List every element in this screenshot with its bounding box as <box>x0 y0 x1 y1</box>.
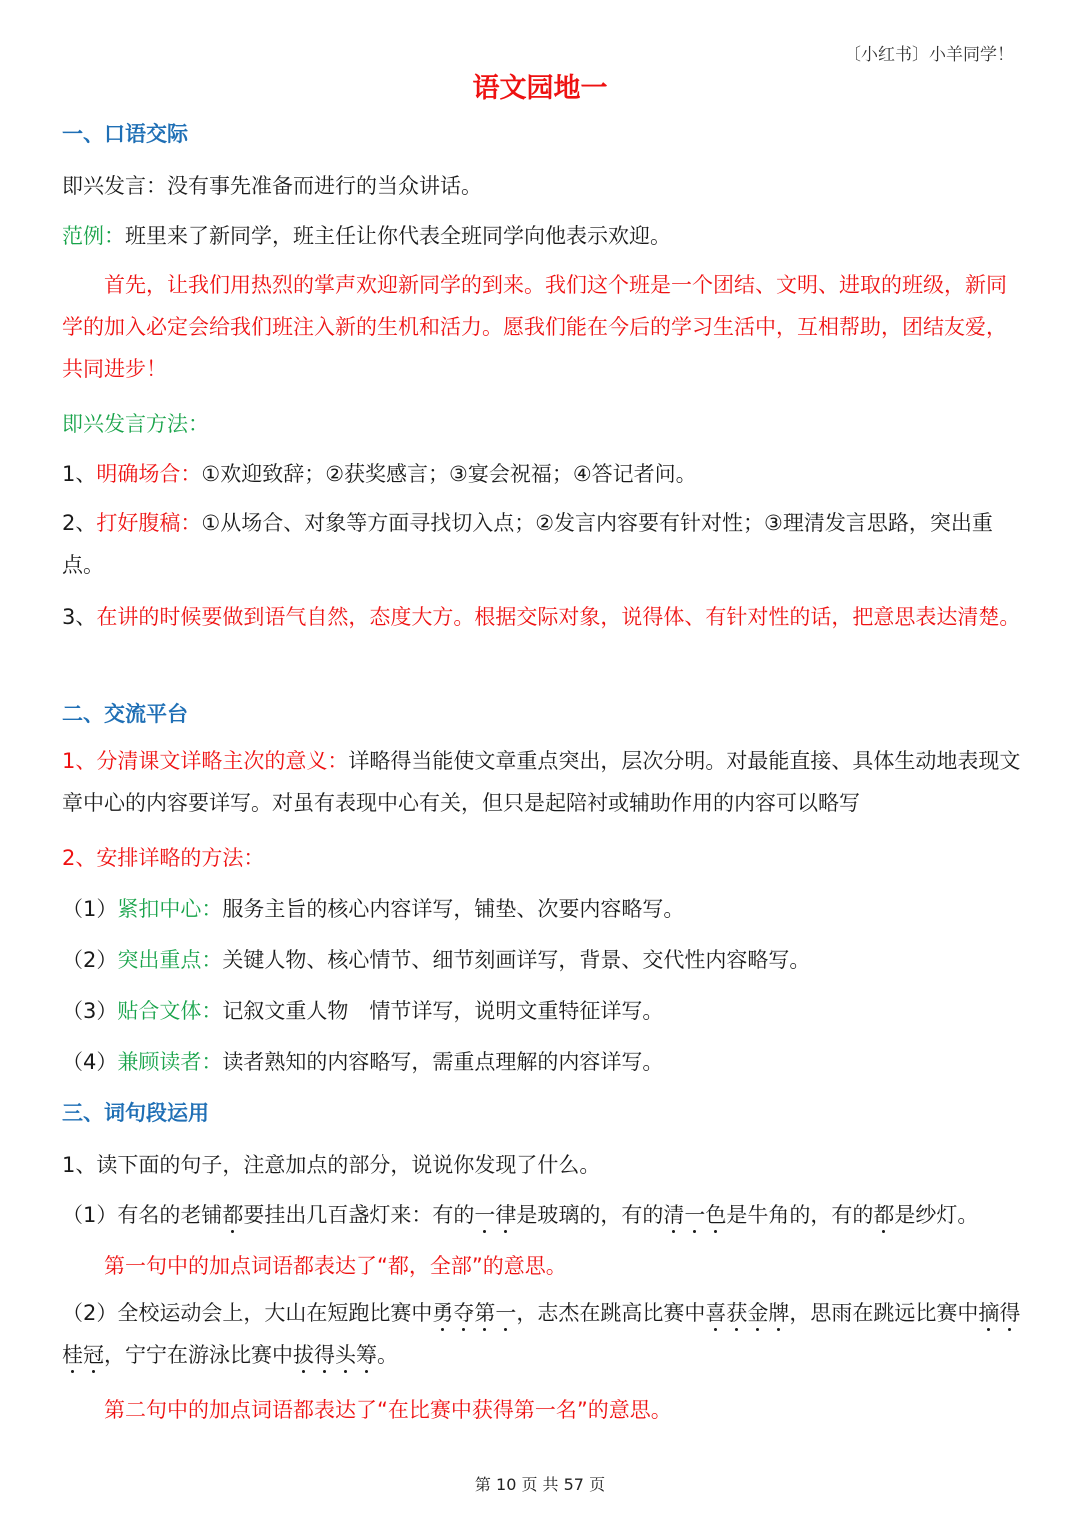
method-item-1 <box>62 458 1022 488</box>
method-item-2 <box>62 502 1022 586</box>
sub-text: 记叙文重人物 情节详写，说明文重特征详写。 <box>222 999 664 1023</box>
sub-num: （1） <box>62 897 118 921</box>
answer-2: 第二句中的加点词语都表达了“在比赛中获得第一名”的意思。 <box>104 1398 672 1422</box>
sentence-text: 有名的老铺都要挂出几百盏灯来：有的一律是玻璃的，有的清一色是牛角的，有的都是纱灯。 <box>117 1203 979 1227</box>
sentence-num: （1） <box>62 1203 118 1227</box>
sentence-2 <box>62 1292 1022 1376</box>
method-sub-item <box>62 1046 1022 1076</box>
exchange-point-1 <box>62 740 1022 824</box>
sentence-text: 全校运动会上，大山在短跑比赛中勇夺第一，志杰在跳高比赛中喜获金牌，思雨在跳远比赛中摘得桂冠，宁宁在游泳比赛中拔得头筹。 <box>62 1301 1021 1367</box>
definition-text: 即兴发言：没有事先准备而进行的当众讲话。 <box>62 174 482 198</box>
sub-key: 兼顾读者： <box>117 1050 223 1074</box>
point-key: 1、分清课文详略主次的意义： <box>62 749 349 773</box>
sub-text: 关键人物、核心情节、细节刻画详写，背景、交代性内容略写。 <box>222 948 811 972</box>
example-text: 班里来了新同学，班主任让你代表全班同学向他表示欢迎。 <box>125 224 671 248</box>
header-note: 〔小红书〕小羊同学！ <box>844 45 1014 65</box>
dotted-phrase: 都 <box>873 1203 895 1227</box>
dotted-phrase: 一律 <box>474 1203 517 1227</box>
dotted-phrase: 摘得桂冠 <box>62 1301 1021 1367</box>
dotted-phrase: 喜获金牌 <box>705 1301 790 1325</box>
method-text: ①欢迎致辞；②获奖感言；③宴会祝福；④答记者问。 <box>201 462 697 486</box>
exchange-point-2: 2、安排详略的方法： <box>62 846 265 870</box>
method-item-3 <box>62 596 1022 638</box>
sub-num: （3） <box>62 999 118 1023</box>
example-line <box>62 220 1022 250</box>
sub-text: 服务主旨的核心内容详写，铺垫、次要内容略写。 <box>222 897 685 921</box>
answer-1: 第一句中的加点词语都表达了“都，全部”的意思。 <box>104 1254 567 1278</box>
example-label: 范例： <box>62 224 125 248</box>
sub-key: 突出重点： <box>117 948 223 972</box>
sentence-1 <box>62 1199 1022 1229</box>
sub-num: （4） <box>62 1050 118 1074</box>
section-heading-exchange: 二、交流平台 <box>62 702 188 726</box>
sub-text: 读者熟知的内容略写，需重点理解的内容详写。 <box>222 1050 664 1074</box>
sub-num: （2） <box>62 948 118 972</box>
point-text: 详略得当能使文章重点突出，层次分明。对最能直接、具体生动地表现文章中心的内容要详写。对虽有表现中心有关，但只是起陪衬或辅助作用的内容可以略写 <box>62 749 1021 815</box>
method-sub-item <box>62 995 1022 1025</box>
method-num: 2、 <box>62 511 97 535</box>
question-1: 1、读下面的句子，注意加点的部分，说说你发现了什么。 <box>62 1153 601 1177</box>
method-label: 即兴发言方法： <box>62 412 209 436</box>
sub-key: 紧扣中心： <box>117 897 223 921</box>
sentence-num: （2） <box>62 1301 118 1325</box>
method-text: ①从场合、对象等方面寻找切入点；②发言内容要有针对性；③理清发言思路，突出重点。 <box>62 511 993 577</box>
dotted-phrase: 拔得头筹 <box>293 1343 377 1367</box>
dotted-phrase: 清一色 <box>663 1203 727 1227</box>
example-answer: 首先，让我们用热烈的掌声欢迎新同学的到来。我们这个班是一个团结、文明、进取的班级，新同学的加入必定会给我们班注入新的生机和活力。愿我们能在今后的学习生活中，互相帮助，团结友爱，共同进步！ <box>62 273 1007 381</box>
method-sub-item <box>62 944 1022 974</box>
method-sub-item <box>62 893 1022 923</box>
section-heading-usage: 三、词句段运用 <box>62 1101 209 1125</box>
method-key: 明确场合： <box>96 462 202 486</box>
page-title: 语文园地一 <box>472 73 608 104</box>
section-heading-oral: 一、口语交际 <box>62 122 188 146</box>
method-num: 3、 <box>62 605 97 629</box>
method-text: 在讲的时候要做到语气自然，态度大方。根据交际对象，说得体、有针对性的话，把意思表达清楚。 <box>96 605 1021 629</box>
dotted-phrase: 勇夺第一 <box>432 1301 517 1325</box>
method-num: 1、 <box>62 462 97 486</box>
method-key: 打好腹稿： <box>96 511 202 535</box>
sub-key: 贴合文体： <box>117 999 223 1023</box>
dotted-phrase: 都 <box>222 1203 244 1227</box>
page-footer: 第 10 页 共 57 页 <box>474 1475 606 1494</box>
